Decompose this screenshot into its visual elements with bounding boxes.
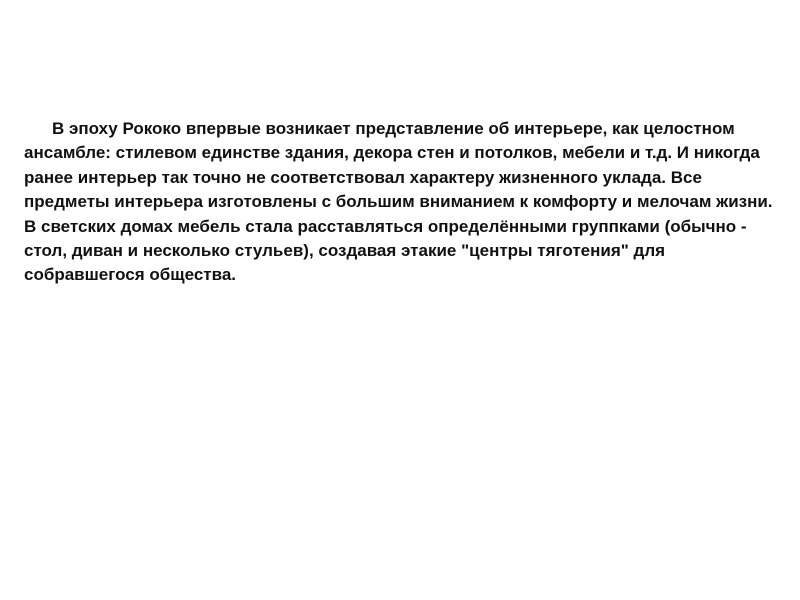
body-paragraph: В эпоху Рококо впервые возникает представление об интерьере, как целостном ансамбле: стилевом единстве здания, декора стен и потолков, мебели и т.д. И никогда ранее интерьер так точно не соответствовал характеру жизненного уклада. Все предметы интерьера изготовлены с большим вниманием к комфорту и мелочам жизни. В светских домах мебель стала расставляться определёнными группками (обычно - стол, диван и несколько стульев), создавая этакие "центры тяготения" для собравшегося общества. xyxy=(24,119,773,285)
